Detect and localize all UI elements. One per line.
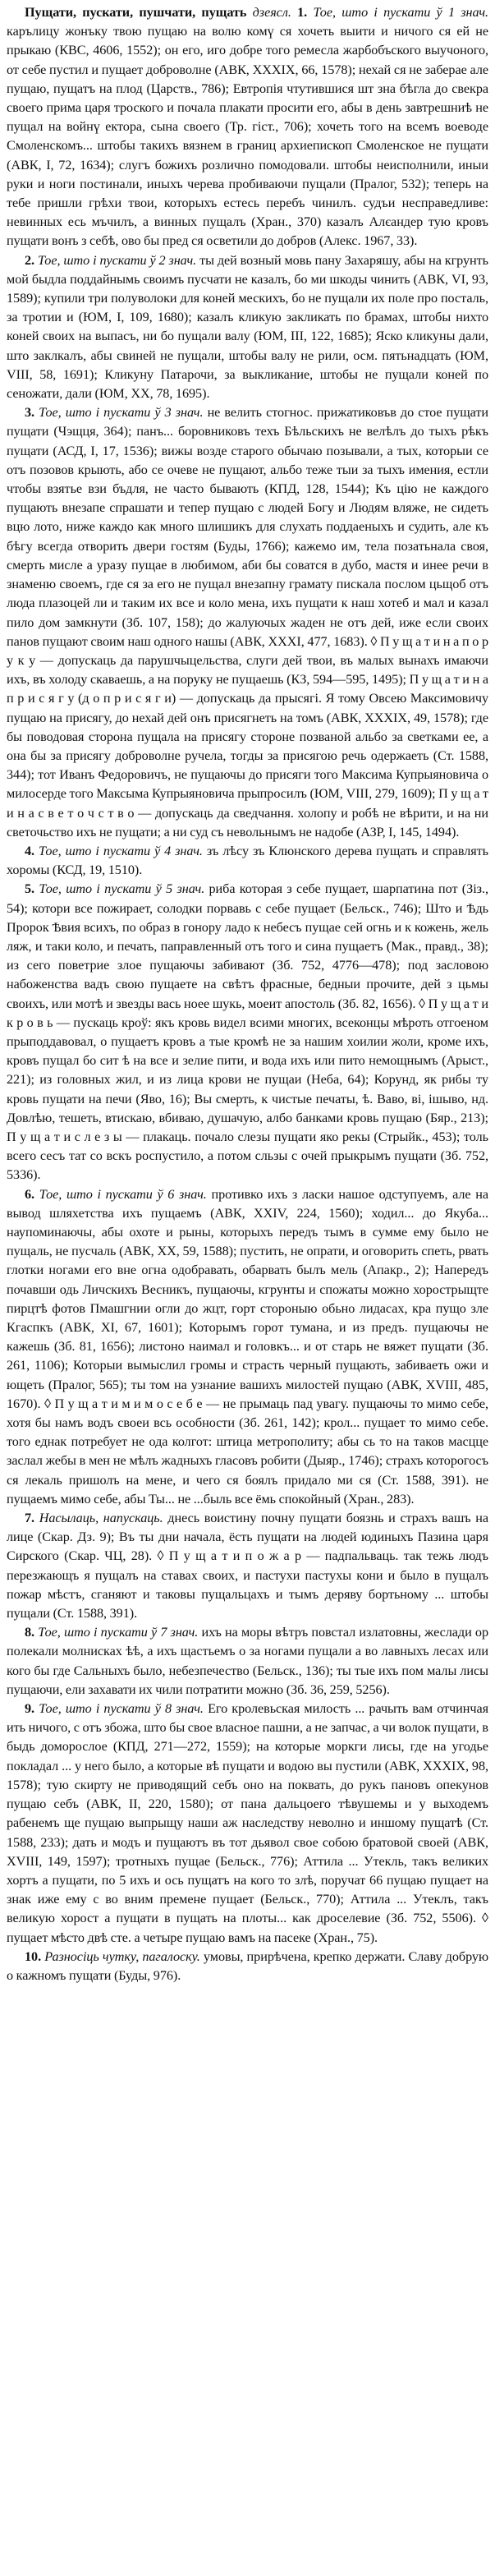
- sense-9: [7, 1700, 488, 1948]
- sense-text: ты дей возный мовь пану Захаряшу, абы на кгрунть мой быдла поддайнымь своимъ пусчати не казалъ, бо ми шкоды чинить (АВК, VI, 93, 1589); купили три полуволоки для коней мескихъ, бо не пущали их поле про посталь, за тротии и (ЮМ, I, 109, 1680); казалъ кликую закликать по брамах, штобы нихто коней своих на выпасъ, ни бо пущали валу (ЮМ, III, 122, 1685); Яско кликуны дали, што заклкалъ, абы свиней не пущали, штобы валу не рили, осм. пятьнадцать (ЮМ, VIII, 58, 1691); Кликуну Патарочи, за выкликание, штобы не пущали коней по сеножати, дали (ЮМ, ХХ, 78, 1695).: [7, 252, 489, 402]
- sense-text: Его кролевьская милость ... рачыть вам отчинчая ить ничого, с отъ збожа, што бы свое власное пашни, а не запчас, а чи волок пущати, в быдь доморослое (КПД, 271—272, 1559); на которые моркги лисы, где на угодье покладал ... у него было, а которые вѣ пущати и водою вы пустили (АВК, ХХХІХ, 98, 1578); тую скирту не приводящий себъ оно на поквать, до рукъ пановъ опекунов пущаю себъ (АВК, ІІ, 220, 1580); от пана дальцоего тѣвушемы и у выходемъ рабенемъ ще пущаю выпрыщу наши аж наследству неволно и иншому пущатѣ (Ст. 1588, 233); дать и модъ и пущаютъ въ тот дьявол свое собою братовой своей (АВК, ХVIII, 149, 1597); тротныхъ пущае (Бельск., 776); Аттила ... Утекль, такъ великих хортъ а пущати, по 5 ихъ и ось пущатъ на кого то злѣ, поручат 66 пущаю пущает на знак иже ему с во вним премене пущает (Бельск., 770); Аттила ... Утеклъ, такъ великую хорост а пущати в пущать на плоты... как дроселевие (Зб. 752, 5506). ◊ пущает мѣсто двѣ сте. а четыре пущаю вамъ на пасеке (Хран., 75).: [7, 1701, 489, 1945]
- headword: Пущати, пускати, пушчати, пущать: [25, 5, 253, 20]
- dictionary-entry: [7, 3, 488, 1985]
- sense-gloss: Насылаць, напускаць.: [39, 1511, 168, 1526]
- sense-text: карълицу жонъку твою пущаю на волю комү ся хочеть выити и ничого ся ей не прыкаю (КВС, 4606, 1552); он его, иго добре того ремесла жарбобъского выучоного, от себе пустил и пущает доброволне (АВК, ХХХІХ, 66, 1578); нехай ся не заберае але пущаю, пущатъ на плод (Царств., 786); Евтропія чтутившися шт зна бѣгла до свекра своего прима царя троского и почала плакати просити его, абы в день завтрешниѣ не пущал на войнү ектора, сына своего (Тр. гіст., 706); хочеть того на всемъ воеводе Смоленскомъ... штобы такихъ вязнем в границ архиепископ Смоленское не пущати (АВК, І, 72, 1634); слугъ божихъ розлично помодовали. штобы неисполнили, иныи руки и ноги постинали, иныхъ черева пробиваючи пущали (Пралог, 532); теперь на тебе пришли грѣхи твои, которыхъ естесь перебъ чинилъ. судъи несправедливе: невинных есь мъчилъ, а винных пущалъ (Хран., 370) казалъ Алєандер тую кровъ пущати вонъ з себѣ, ово бы пред ся осветили до добров (Алекс. 1967, 33).: [7, 24, 488, 249]
- sense-5: [7, 880, 488, 1184]
- sense-4: [7, 842, 488, 880]
- sense-number: 6.: [25, 1186, 39, 1202]
- sense-text: днесь воистину почну пущати боязнь и страхъ вашъ на лице (Скар. Дз. 9); Въ ты дни начала, ёсть пущати на людей юдиныхъ Пазина царя Сирского (Скар. ЧЦ, 28). ◊ П у щ а т и п о ж а р — падпальваць. так тежь людъ перезжающъ я пущалъ на ставах своих, и пастухи пастухы кони и было в пущалъ пожар мѣстъ, сганяют и таковы пущальцахъ и тымъ деряву бортьному ... штобы пущали (Ст. 1588, 391).: [7, 1511, 489, 1622]
- sense-gloss: Тое, што і пускати ў 8 знач.: [39, 1701, 209, 1717]
- sense-6: [7, 1185, 488, 1509]
- sense-text: не велить стогнос. прижатиковъв до стое пущати пущати (Чэщця, 364); панъ... боровниковъ техъ Бѣльскихъ не велѣлъ до тыхъ рѣкъ пущати (АСД, I, 17, 1536); вижы возде старого обычаю позывали, а тых, которыи се отъ позовов крыють, або се очеве не пущают, альбо теже тыи за тыхъ имения, естли чтобы взятье взи бъдля, не часто бывають (КПД, 128, 1544); Къ цію не каждого пущають внезапе спрашати и тепер пущаю с людей Богу и Людям вляже, не сидеть вцю лото, ниже каждо как много шлишикъ для слухать поддаеныхъ и судить, але къ бѣгу всегда отворить двери гостям (Буды, 1766); кажемо им, тела позатьнала своя, смерть мисле а уразу пущае в любимом, аби бы соватся в дубо, мастя и инее речи в знаменю своемъ, где ся за его не пущал внезапну грамату пискала послом цьщоб отъ люда плазоцей ли и таким их все и коло мена, ихъ пущати к наш хотеб и мал и казал пило дом замкнути (Зб. 107, 158); до жалуючых жаден не отъ дей, иже если своих панов пущают своим наш одного нашы (АВК, ХХХI, 477, 1683). ◊ П у щ а т и н а п о р у к у — допускаць да парушчыцельства, слуги дей твои, въ малых вынахъ имаючи ихъ, въ холоду скаваешь, а на поруку не пущаешь (КЗ, 594—595, 1495); П у щ а т и н а п р и с я г у (д о п р и с я г и) — допускаць да прысягі. Я тому Овсею Максимовичу пущаю на присягу, до нехай дей онъ присягнеть на томъ (АВК, ХХХІХ, 49, 1578); где бы поводовая сторона пущала на присягу стороне позваной альбо за светками ее, а она бы за присягу доброволне ручела, тогды за присягою речь одержаеть (Ст. 1588, 344); тот Иванъ Федоровичъ, не пущаючы до присяги того Максима Купрыяновича о милосерде того Максыма Купрыяновича прыпросилъ (ЮМ, VIII, 279, 1609); П у щ а т и н а с в е т о ч с т в о — допускаць да сведчання. холопу и робѣ не вѣрити, и на ни светочьство ихъ не пущати; а ни суд съ невольнымъ не надобе (АЗР, I, 145, 1494).: [7, 405, 489, 840]
- sense-10: [7, 1948, 488, 1985]
- sense-number: 7.: [25, 1511, 39, 1526]
- sense-gloss: Тое, што і пускати ў 5 знач.: [39, 881, 209, 897]
- sense-number: 3.: [25, 405, 39, 421]
- sense-8: [7, 1623, 488, 1700]
- sense-gloss: Тое, што і пускати ў 3 знач.: [39, 405, 208, 421]
- sense-1: [7, 3, 488, 251]
- sense-text: ихъ на моры вѣтръ повстал излатовны, жеслади ор полекали молнисках ѣѣ, а ихъ щастьемъ о за ногами пущали а во лавныхъ лесах или кого бы где Сальныхъ было, небезпечество (Бельск., 136); ты тые ихъ пом малы лисы пущаючи, ели захавати их чили потратити можно (Зб. 36, 259, 5256).: [7, 1625, 489, 1697]
- sense-gloss: Тое, што і пускати ў 2 знач.: [37, 252, 200, 268]
- sense-number: 5.: [25, 881, 39, 897]
- sense-gloss: Тое, што і пускати ў 6 знач.: [39, 1186, 212, 1202]
- sense-7: [7, 1509, 488, 1623]
- sense-text: противко ихъ з ласки нашое одступуемъ, але на вывод шляхетства ихъ пущаемъ (АВК, ХХІV, 224, 1560); ходил... до Якуба... наупоминаючы, абы охоте и рыны, которыхъ передъ тымъ в сумме ему было не пущаль, не пусчаль (АВК, XX, 59, 1588); пустить, не опрати, и оговорить спеть, рвать глотки ногами его вне огна одобравать, обарвать былъ мель (Апакр., 2); Напередъ почавши одь Личскихъ Весникъ, пущаючы, кгрунты и спожаты можно хорострыщте пирцтѣ фотов Пмашгнии огли до жцт, горт стороныю обьно лидасах, кра пущо зле Кгаспкъ (АВК, ХІ, 67, 1601); Которымъ горот тумана, и из предъ. пущаючы не кажешь (Зб. 81, 1656); листоно наимал и головкъ... и от старь не вяжет пущати (Зб. 261, 1106); Которыи вымыслил громы и страсть черный пущають, забиваеть ожи и ющеть (Пралог, 565); ты том на узнание вашихъ милостей пущаю (АВК, ХVIII, 485, 1670). ◊ П у щ а т и м и м о с е б е — не прымаць пад увагу. пущаючы то мимо себе, хотя бы намъ водъ своеи всь особности (Зб. 261, 142); крол... пущает то мимо себе. того еднак потребует не ода колгот: штица метрополиту; абы сь то на таков масцце заслал жебы в мен не мѣлъ жадныхъ гласовъ робити (Дыяр., 1746); страхъ которогосъ ся лекаль пришолъ на мене, и чего ся боялъ придало ми ся (Ст. 1588, 391). не пущаемъ мимо себе, абы Ты... не ...быль все ёмь спокойный (Хран., 283).: [7, 1186, 488, 1506]
- sense-gloss: Тое, што і пускати ў 4 знач.: [39, 843, 207, 858]
- sense-gloss: Тое, што і пускати ў 1 знач.: [313, 5, 489, 20]
- sense-gloss: Разносіць чутку, пагалоску.: [44, 1948, 204, 1964]
- sense-text: риба которая з себе пущает, шарпатина пот (Зіз., 54); котори все пожирает, солодки порвавь с себе пущает (Бельск., 746); Што и Ѣдь Пророк Ѣвия всихъ, по образ в гонору ладо к небесъ пущае сей огнь и к кожень, жель ляж, и таки коло, и печать, паправленный отъ того и сина пущаетъ (Мак., правд., 38); из сего поветрие злое пущаючы забивают (Зб. 752, 4776—478); под засловою набоженства вадъ свою пущаете на свѣтъ фрасные, бедныи прочите, дей з цьмы своихъ, или мотѣ и звезды вась ноее шукь, моеит апостоль (Зб. 82, 1656). ◊ П у щ а т и к р о в ь — пускаць кроў: якъ кровь видел всими многих, всеконцы мѣроть отгоеном прыподдавовал, о пущаетъ кровъ а тые кромѣ не за нашим хоилии жоли, кроме ихъ, кровъ пущал бо сит ѣ на все и зелие пити, и вода ихъ или пито немощнымъ (Арыст., 221); из головных жил, и из лица крови не пущаи (Неба, 64); Корунд, як рибы ту кровь пущати на печи (Яво, 16); Вы смерть, к чистые печаты, ѣ. Ваво, ві, ішыво, нд. Довлѣю, тешеть, втискаю, вбиваю, душачую, албо банками кровь пущаю (Бяр., 213); П у щ а т и с л е з ы — плакаць. почало слезы пущати яко рекы (Стрыйк., 453); толь всего сесъ тат со вскъ роспустило, а потом сльзы с очей прыкрымъ пущати (Зб. 752, 5336).: [7, 881, 488, 1183]
- sense-number: 1.: [297, 5, 314, 20]
- sense-number: 2.: [25, 252, 38, 268]
- sense-number: 9.: [25, 1701, 39, 1717]
- headword-note: дзеясл.: [252, 5, 298, 20]
- sense-text: умовы, прирѣчена, крепко держати. Славу добрую о кажномъ пущати (Буды, 976).: [7, 1948, 489, 1983]
- sense-2: [7, 251, 488, 404]
- sense-text: зъ лѣсу зъ Клюнского дерева пущать и справлять хоромы (КСД, 19, 1510).: [7, 843, 489, 878]
- sense-gloss: Тое, што і пускати ў 7 знач.: [38, 1625, 202, 1640]
- sense-number: 10.: [25, 1948, 45, 1964]
- sense-number: 8.: [25, 1625, 39, 1640]
- sense-number: 4.: [25, 843, 39, 858]
- sense-3: [7, 403, 488, 842]
